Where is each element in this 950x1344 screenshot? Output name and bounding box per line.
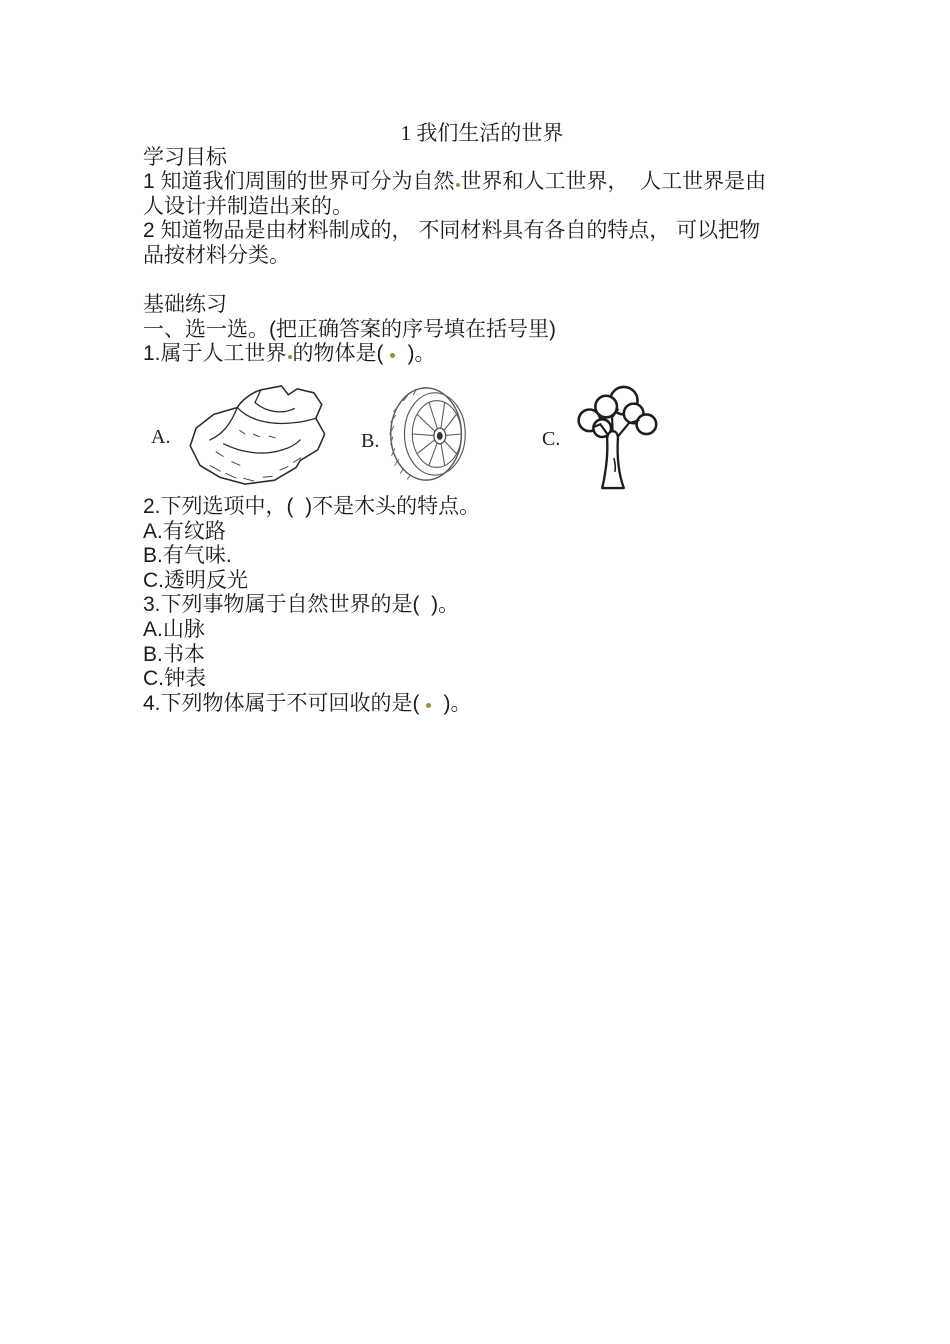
blank-line <box>143 269 855 294</box>
objective-2-line-2: 品按材料分类。 <box>143 243 290 267</box>
question-1 <box>143 342 855 367</box>
objective-1-line-1 <box>143 170 855 195</box>
option-c-label: C. <box>542 427 561 450</box>
objective-1-text-a: 1 知道我们周围的世界可分为自然 <box>143 170 455 194</box>
question-1-text-c: )。 <box>407 342 436 366</box>
stray-dot-in-parentheses <box>390 353 395 358</box>
question-4-text-a: 4.下列物体属于不可回收的是( <box>143 691 420 715</box>
objectives-heading: 学习目标 <box>143 145 227 169</box>
stray-dot-mark <box>456 183 460 187</box>
practice-heading: 基础练习 <box>143 293 227 317</box>
stray-dot-mark <box>288 355 292 359</box>
section-1-title: 一、选一选。(把正确答案的序号填在括号里) <box>143 317 556 341</box>
objective-1-text-b: 世界和人工世界， 人工世界是由 <box>460 170 767 194</box>
question-1-text-a: 1.属于人工世界 <box>143 342 287 366</box>
option-b-label: B. <box>361 429 380 452</box>
tree-image <box>566 384 662 490</box>
rock-image <box>180 383 330 489</box>
question-3: 3.下列事物属于自然世界的是( )。 <box>143 593 460 617</box>
objective-2-line-1: 2 知道物品是由材料制成的， 不同材料具有各自的特点， 可以把物 <box>143 219 761 243</box>
stray-dot-in-parentheses <box>426 703 431 708</box>
worksheet-content <box>143 121 855 716</box>
objective-1-line-2: 人设计并制造出来的。 <box>143 194 353 218</box>
page-title: 1 我们生活的世界 <box>400 121 564 145</box>
question-4 <box>143 692 855 717</box>
question-4-text-b: )。 <box>443 691 472 715</box>
question-2-option-b: B.有气味. <box>143 544 232 568</box>
question-3-option-c: C.钟表 <box>143 667 206 691</box>
tire-wheel-image <box>385 384 471 484</box>
option-a-label: A. <box>151 425 171 448</box>
question-3-option-b: B.书本 <box>143 642 205 666</box>
question-2: 2.下列选项中，( )不是木头的特点。 <box>143 494 481 518</box>
question-3-option-a: A.山脉 <box>143 617 205 641</box>
question-2-option-a: A.有纹路 <box>143 519 226 543</box>
question-2-option-c: C.透明反光 <box>143 568 248 592</box>
answer-images-row <box>143 381 855 495</box>
question-1-text-b: 的物体是( <box>292 342 384 366</box>
